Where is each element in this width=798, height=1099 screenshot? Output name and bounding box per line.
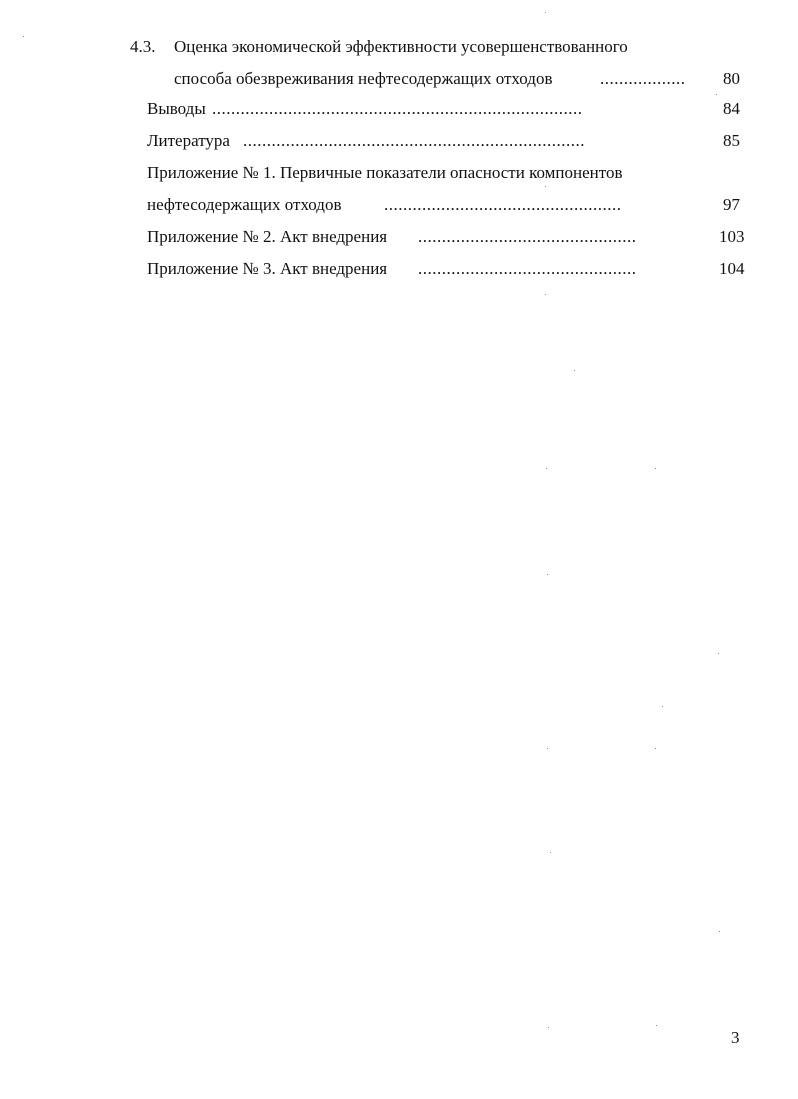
toc-entry-title: Литература (147, 131, 230, 150)
toc-leader-dots: ........................................................................ (243, 131, 585, 150)
scan-speck (548, 1027, 549, 1028)
toc-entry-number: 4.3. (130, 37, 156, 56)
toc-entry-title: Приложение № 2. Акт внедрения (147, 227, 388, 246)
toc-leader-dots: .............................................................................. (212, 99, 583, 118)
toc-page-number: 84 (723, 99, 740, 118)
scan-speck (718, 653, 719, 654)
scan-speck (655, 748, 656, 749)
scan-speck (550, 852, 551, 853)
scan-speck (545, 186, 546, 187)
toc-entry-title: Приложение № 3. Акт внедрения (147, 259, 388, 278)
page-number: 3 (731, 1028, 740, 1047)
scan-speck (546, 468, 547, 469)
scan-speck (655, 468, 656, 469)
scan-speck (545, 294, 546, 295)
toc-page-number: 104 (719, 259, 745, 278)
toc-page-number: 97 (723, 195, 740, 214)
toc-page-number: 80 (723, 69, 740, 88)
scan-speck (545, 12, 546, 13)
toc-leader-dots: .............................................. (418, 227, 637, 246)
toc-entry-title: Оценка экономической эффективности усовершенствованного (174, 37, 628, 56)
scan-speck (574, 370, 575, 371)
toc-leader-dots: .................. (600, 69, 686, 88)
scan-speck (23, 36, 24, 37)
toc-leader-dots: .................................................. (384, 195, 622, 214)
toc-entry-title-continued: способа обезвреживания нефтесодержащих отходов (174, 69, 553, 88)
toc-leader-dots: .............................................. (418, 259, 637, 278)
toc-page-number: 85 (723, 131, 740, 150)
scan-speck (662, 706, 663, 707)
toc-entry-title: Приложение № 1. Первичные показатели опасности компонентов (147, 163, 623, 182)
toc-entry-title-continued: нефтесодержащих отходов (147, 195, 342, 214)
scan-speck (719, 931, 720, 932)
scan-speck (547, 748, 548, 749)
scan-speck (716, 94, 717, 95)
toc-entry-title: Выводы (147, 99, 206, 118)
scan-speck (656, 1025, 657, 1026)
scan-speck (547, 574, 548, 575)
toc-page-number: 103 (719, 227, 745, 246)
